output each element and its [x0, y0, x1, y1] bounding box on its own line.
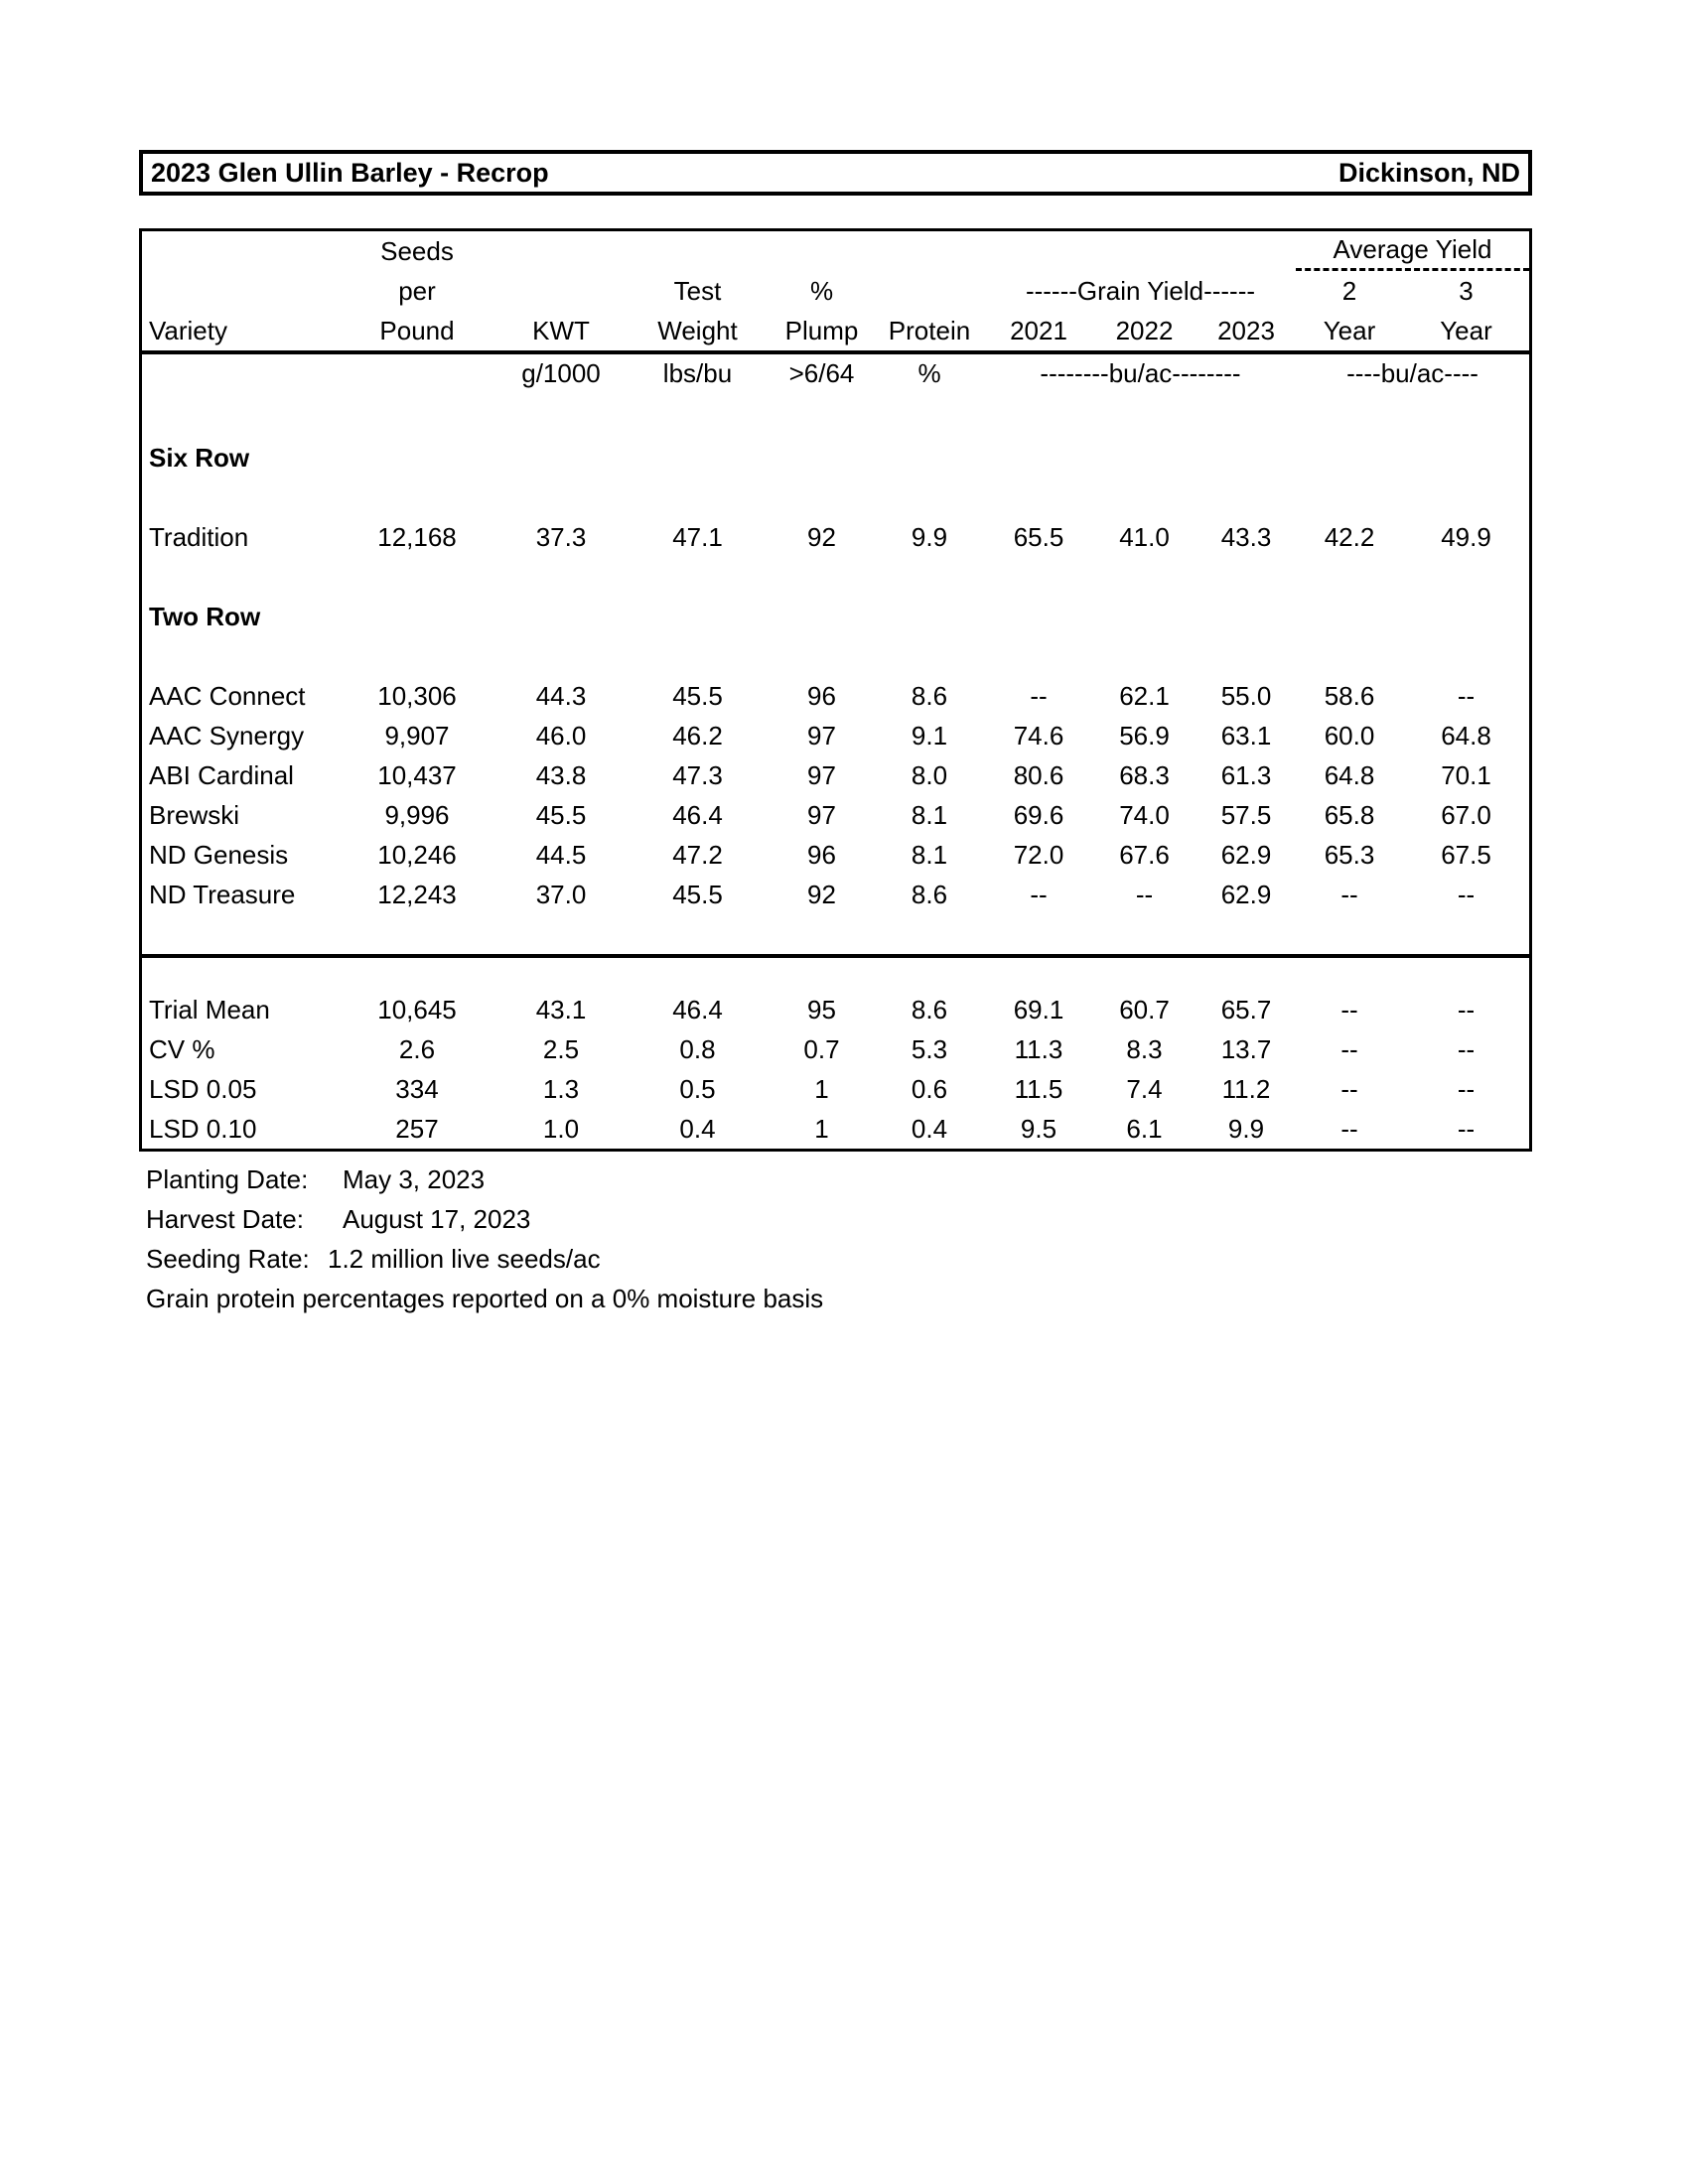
header-spacer — [496, 231, 1296, 271]
table-row — [142, 716, 1529, 755]
unit-spacer — [142, 354, 338, 392]
table-cell: 8.1 — [911, 800, 948, 830]
table-cell: 12,168 — [377, 522, 457, 552]
table-cell: 43.3 — [1220, 522, 1272, 552]
table-cell: 0.7 — [803, 1034, 840, 1064]
row-label-cell: ND Genesis — [149, 840, 289, 870]
table-cell: 96 — [807, 681, 836, 711]
table-cell: 8.6 — [911, 880, 948, 909]
table-cell: 46.4 — [672, 995, 723, 1024]
table-cell: 74.0 — [1119, 800, 1170, 830]
table-cell: 257 — [395, 1114, 439, 1144]
table-cell: 60.0 — [1324, 721, 1375, 751]
table-cell: 65.7 — [1220, 995, 1272, 1024]
table-cell: 37.0 — [535, 880, 587, 909]
planting-date-label: Planting Date: — [146, 1164, 309, 1194]
col-header-pound: Pound — [379, 316, 455, 345]
table-cell — [496, 597, 626, 636]
table-cell: -- — [1457, 1074, 1476, 1104]
harvest-date-label: Harvest Date: — [146, 1204, 304, 1234]
table-cell: 10,645 — [377, 995, 457, 1024]
section-label-row — [142, 438, 1529, 478]
col-header-protein: Protein — [888, 316, 971, 345]
table-row — [142, 755, 1529, 795]
table-cell: 43.1 — [535, 995, 587, 1024]
table-cell: 70.1 — [1441, 760, 1491, 790]
table-cell: -- — [1030, 880, 1048, 909]
table-body — [142, 392, 1529, 1149]
table-cell: 96 — [807, 840, 836, 870]
row-spacer — [142, 958, 1529, 990]
table-cell: 45.5 — [672, 681, 723, 711]
row-label-cell: Two Row — [149, 602, 261, 631]
table-cell: -- — [1457, 1034, 1476, 1064]
table-cell: 60.7 — [1119, 995, 1170, 1024]
col-header-weight: Weight — [657, 316, 738, 345]
table-cell: 11.5 — [1014, 1074, 1063, 1104]
table-cell — [1403, 597, 1529, 636]
header-spacer — [142, 231, 338, 271]
unit-grain-yield: --------bu/ac-------- — [1040, 358, 1241, 388]
table-cell: 8.6 — [911, 681, 948, 711]
table-cell: 10,437 — [377, 760, 457, 790]
unit-plump: >6/64 — [788, 358, 855, 388]
table-cell: 67.5 — [1441, 840, 1491, 870]
table-cell: 62.1 — [1119, 681, 1170, 711]
col-header-2022: 2022 — [1115, 316, 1174, 345]
table-cell: 69.6 — [1013, 800, 1064, 830]
table-cell: 68.3 — [1119, 760, 1170, 790]
table-cell: 334 — [395, 1074, 439, 1104]
col-header-2023: 2023 — [1217, 316, 1275, 345]
stats-row — [142, 990, 1529, 1029]
unit-protein: % — [917, 358, 941, 388]
col-header-3year: Year — [1440, 316, 1492, 345]
table-cell: 0.4 — [679, 1114, 716, 1144]
table-cell: 67.6 — [1119, 840, 1170, 870]
table-cell: 37.3 — [535, 522, 587, 552]
table-cell: -- — [1457, 995, 1476, 1024]
table-cell — [770, 597, 874, 636]
table-cell: -- — [1340, 1074, 1358, 1104]
table-cell — [496, 438, 626, 478]
table-cell: 11.2 — [1221, 1074, 1271, 1104]
table-cell: 61.3 — [1220, 760, 1272, 790]
table-cell: -- — [1030, 681, 1048, 711]
table-cell: 9,996 — [384, 800, 450, 830]
table-cell: 0.5 — [679, 1074, 716, 1104]
table-cell: 43.8 — [535, 760, 587, 790]
table-cell: -- — [1457, 681, 1476, 711]
table-cell: -- — [1340, 1114, 1358, 1144]
col-header-3: 3 — [1459, 276, 1474, 306]
table-cell — [1092, 438, 1196, 478]
table-cell — [1296, 438, 1403, 478]
units-row — [142, 354, 1529, 392]
stats-row — [142, 1029, 1529, 1069]
table-cell: 74.6 — [1013, 721, 1064, 751]
table-cell: 62.9 — [1220, 880, 1272, 909]
footer-line-protein-note — [146, 1279, 823, 1318]
table-cell: 6.1 — [1126, 1114, 1163, 1144]
table-cell: 80.6 — [1013, 760, 1064, 790]
col-header-seeds: Seeds — [380, 236, 454, 266]
table-cell: 10,246 — [377, 840, 457, 870]
table-cell — [770, 438, 874, 478]
table-cell — [1196, 438, 1296, 478]
table-cell: -- — [1457, 880, 1476, 909]
header-spacer — [496, 271, 626, 311]
col-header-variety: Variety — [149, 316, 227, 345]
table-cell: 44.3 — [535, 681, 587, 711]
table-cell: 72.0 — [1013, 840, 1064, 870]
row-label-cell: Trial Mean — [149, 995, 270, 1024]
table-cell: 95 — [807, 995, 836, 1024]
table-cell: 9.1 — [911, 721, 948, 751]
unit-test-weight: lbs/bu — [662, 358, 733, 388]
unit-kwt: g/1000 — [521, 358, 601, 388]
table-cell: 97 — [807, 760, 836, 790]
table-cell: 12,243 — [377, 880, 457, 909]
header-spacer — [874, 271, 985, 311]
table-cell: 11.3 — [1014, 1034, 1063, 1064]
row-spacer — [142, 392, 1529, 438]
table-cell: 65.8 — [1324, 800, 1375, 830]
table-cell: 67.0 — [1441, 800, 1491, 830]
table-row — [142, 795, 1529, 835]
table-cell: 2.5 — [542, 1034, 580, 1064]
table-cell — [626, 597, 770, 636]
table-cell: 55.0 — [1220, 681, 1272, 711]
table-cell: 1 — [814, 1074, 829, 1104]
footnotes — [146, 1160, 823, 1318]
table-cell: 9,907 — [384, 721, 450, 751]
table-cell: 47.3 — [672, 760, 723, 790]
stats-row — [142, 1069, 1529, 1109]
table-cell: -- — [1340, 880, 1358, 909]
table-cell — [985, 438, 1092, 478]
table-cell: 62.9 — [1220, 840, 1272, 870]
table-cell: 56.9 — [1119, 721, 1170, 751]
table-cell: 92 — [807, 522, 836, 552]
table-cell — [1403, 438, 1529, 478]
table-cell — [1092, 597, 1196, 636]
table-row — [142, 875, 1529, 914]
title-bar — [139, 150, 1532, 196]
table-cell: 97 — [807, 800, 836, 830]
table-cell: 13.7 — [1220, 1034, 1272, 1064]
table-cell — [626, 438, 770, 478]
table-cell: -- — [1457, 1114, 1476, 1144]
table-row — [142, 835, 1529, 875]
table-cell — [874, 438, 985, 478]
harvest-date-value: August 17, 2023 — [343, 1204, 531, 1234]
table-cell: 69.1 — [1013, 995, 1064, 1024]
trial-title: 2023 Glen Ullin Barley - Recrop — [151, 157, 549, 188]
table-cell: 46.2 — [672, 721, 723, 751]
table-cell — [874, 597, 985, 636]
row-spacer — [142, 914, 1529, 954]
table-cell: 65.5 — [1013, 522, 1064, 552]
table-cell: 97 — [807, 721, 836, 751]
protein-note: Grain protein percentages reported on a 0% moisture basis — [146, 1284, 824, 1313]
col-header-2: 2 — [1341, 276, 1357, 306]
col-header-kwt: KWT — [532, 316, 590, 345]
table-cell — [338, 438, 496, 478]
table-cell: 1 — [814, 1114, 829, 1144]
table-cell: 42.2 — [1324, 522, 1375, 552]
unit-avg-yield: ----bu/ac---- — [1346, 358, 1478, 388]
trial-location: Dickinson, ND — [1337, 157, 1520, 188]
row-spacer — [142, 636, 1529, 676]
unit-spacer — [338, 354, 496, 392]
row-label-cell: CV % — [149, 1034, 215, 1064]
row-label-cell: Brewski — [149, 800, 240, 830]
stats-row — [142, 1109, 1529, 1149]
footer-line-planting — [146, 1160, 823, 1199]
table-cell: -- — [1340, 995, 1358, 1024]
seeding-rate-value: 1.2 million live seeds/ac — [328, 1244, 601, 1274]
footer-line-seeding — [146, 1239, 823, 1279]
table-cell: 1.0 — [542, 1114, 580, 1144]
row-spacer — [142, 478, 1529, 517]
table-cell: 7.4 — [1126, 1074, 1163, 1104]
table-cell: 0.4 — [911, 1114, 948, 1144]
table-row — [142, 517, 1529, 557]
table-row — [142, 676, 1529, 716]
table-cell: -- — [1340, 1034, 1358, 1064]
planting-date-value: May 3, 2023 — [343, 1164, 486, 1194]
header-spacer — [142, 271, 338, 311]
header-line-2 — [142, 271, 1529, 311]
table-cell: 5.3 — [911, 1034, 948, 1064]
table-cell: 41.0 — [1119, 522, 1170, 552]
table-cell — [1296, 597, 1403, 636]
table-cell: 46.4 — [672, 800, 723, 830]
row-label-cell: LSD 0.05 — [149, 1074, 257, 1104]
table-cell: 92 — [807, 880, 836, 909]
table-cell: 1.3 — [542, 1074, 580, 1104]
table-cell: 2.6 — [398, 1034, 436, 1064]
row-label-cell: Tradition — [149, 522, 249, 552]
col-header-average-yield: Average Yield — [1296, 231, 1529, 271]
col-header-plump: Plump — [784, 316, 859, 345]
table-cell: 8.3 — [1126, 1034, 1163, 1064]
table-cell: 47.1 — [672, 522, 723, 552]
table-cell: 63.1 — [1220, 721, 1272, 751]
table-cell: 44.5 — [535, 840, 587, 870]
row-label-cell: Six Row — [149, 443, 250, 473]
col-header-grain-yield: ------Grain Yield------ — [1025, 276, 1256, 306]
table-cell: 47.2 — [672, 840, 723, 870]
table-cell: 45.5 — [672, 880, 723, 909]
row-label-cell: ND Treasure — [149, 880, 296, 909]
table-cell: 8.0 — [911, 760, 948, 790]
col-header-percent: % — [809, 276, 834, 306]
header-line-3 — [142, 311, 1529, 350]
seeding-rate-label: Seeding Rate: — [146, 1244, 310, 1274]
table-cell: 9.9 — [911, 522, 948, 552]
table-cell — [985, 597, 1092, 636]
row-label-cell: LSD 0.10 — [149, 1114, 257, 1144]
table-cell: 8.6 — [911, 995, 948, 1024]
col-header-2021: 2021 — [1010, 316, 1067, 345]
footer-line-harvest — [146, 1199, 823, 1239]
table-cell: 8.1 — [911, 840, 948, 870]
header-line-1 — [142, 231, 1529, 271]
table-cell: 57.5 — [1220, 800, 1272, 830]
col-header-test: Test — [673, 276, 722, 306]
table-cell: 46.0 — [535, 721, 587, 751]
table-cell — [338, 597, 496, 636]
table-cell: -- — [1135, 880, 1154, 909]
row-label-cell: AAC Connect — [149, 681, 306, 711]
col-header-2year: Year — [1323, 316, 1376, 345]
table-cell: 58.6 — [1324, 681, 1375, 711]
table-cell: 9.5 — [1020, 1114, 1057, 1144]
table-cell: 10,306 — [377, 681, 457, 711]
section-label-row — [142, 597, 1529, 636]
row-spacer — [142, 557, 1529, 597]
table-cell: 65.3 — [1324, 840, 1375, 870]
row-label-cell: ABI Cardinal — [149, 760, 294, 790]
table-cell: 9.9 — [1227, 1114, 1265, 1144]
table-cell: 45.5 — [535, 800, 587, 830]
trial-table — [139, 228, 1532, 1152]
table-cell: 64.8 — [1324, 760, 1375, 790]
table-cell: 0.8 — [679, 1034, 716, 1064]
table-cell: 0.6 — [911, 1074, 948, 1104]
row-label-cell: AAC Synergy — [149, 721, 305, 751]
table-cell: 49.9 — [1441, 522, 1491, 552]
col-header-per: per — [398, 276, 436, 306]
table-cell: 64.8 — [1441, 721, 1491, 751]
table-cell — [1196, 597, 1296, 636]
